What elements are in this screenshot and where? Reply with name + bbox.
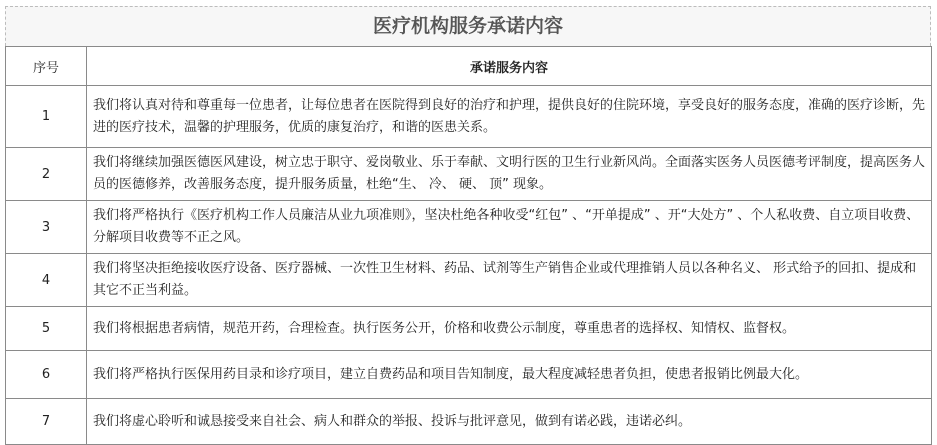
table-row	[6, 399, 932, 445]
row-number: 6	[6, 351, 87, 399]
row-content: 我们将认真对待和尊重每一位患者，让每位患者在医院得到良好的治疗和护理，提供良好的住院环境，享受良好的服务态度，准确的医疗诊断，先进的医疗技术，温馨的护理服务，优质的康复治疗，和谐的医患关系。	[87, 86, 932, 148]
row-content: 我们将虚心聆听和诚恳接受来自社会、病人和群众的举报、投诉与批评意见，做到有诺必践，违诺必纠。	[87, 399, 932, 445]
row-content: 我们将严格执行《医疗机构工作人员廉洁从业九项准则》，坚决杜绝各种收受“红包” 、“开单提成” 、开“大处方” 、个人私收费、自立项目收费、分解项目收费等不正之风。	[87, 201, 932, 254]
row-content: 我们将根据患者病情，规范开药，合理检查。执行医务公开，价格和收费公示制度，尊重患者的选择权、知情权、监督权。	[87, 307, 932, 351]
commitment-table-container	[5, 6, 931, 436]
row-number: 2	[6, 148, 87, 201]
table-row	[6, 307, 932, 351]
table-row	[6, 201, 932, 254]
row-number: 4	[6, 254, 87, 307]
row-content: 我们将严格执行医保用药目录和诊疗项目，建立自费药品和项目告知制度，最大程度减轻患者负担，使患者报销比例最大化。	[87, 351, 932, 399]
header-row	[6, 47, 932, 86]
table-row	[6, 351, 932, 399]
header-number: 序号	[6, 47, 87, 86]
table-title: 医疗机构服务承诺内容	[5, 6, 931, 46]
row-number: 3	[6, 201, 87, 254]
row-number: 7	[6, 399, 87, 445]
row-content: 我们将坚决拒绝接收医疗设备、医疗器械、一次性卫生材料、药品、试剂等生产销售企业或代理推销人员以各种名义、 形式给予的回扣、提成和其它不正当利益。	[87, 254, 932, 307]
table-row	[6, 148, 932, 201]
table-row	[6, 254, 932, 307]
row-number: 1	[6, 86, 87, 148]
row-number: 5	[6, 307, 87, 351]
header-content: 承诺服务内容	[87, 47, 932, 86]
commitment-table	[5, 46, 932, 445]
table-row	[6, 86, 932, 148]
row-content: 我们将继续加强医德医风建设，树立忠于职守、爱岗敬业、乐于奉献、文明行医的卫生行业新风尚。全面落实医务人员医德考评制度，提高医务人员的医德修养，改善服务态度，提升服务质量，杜绝“生、 冷、 硬、 顶” 现象。	[87, 148, 932, 201]
